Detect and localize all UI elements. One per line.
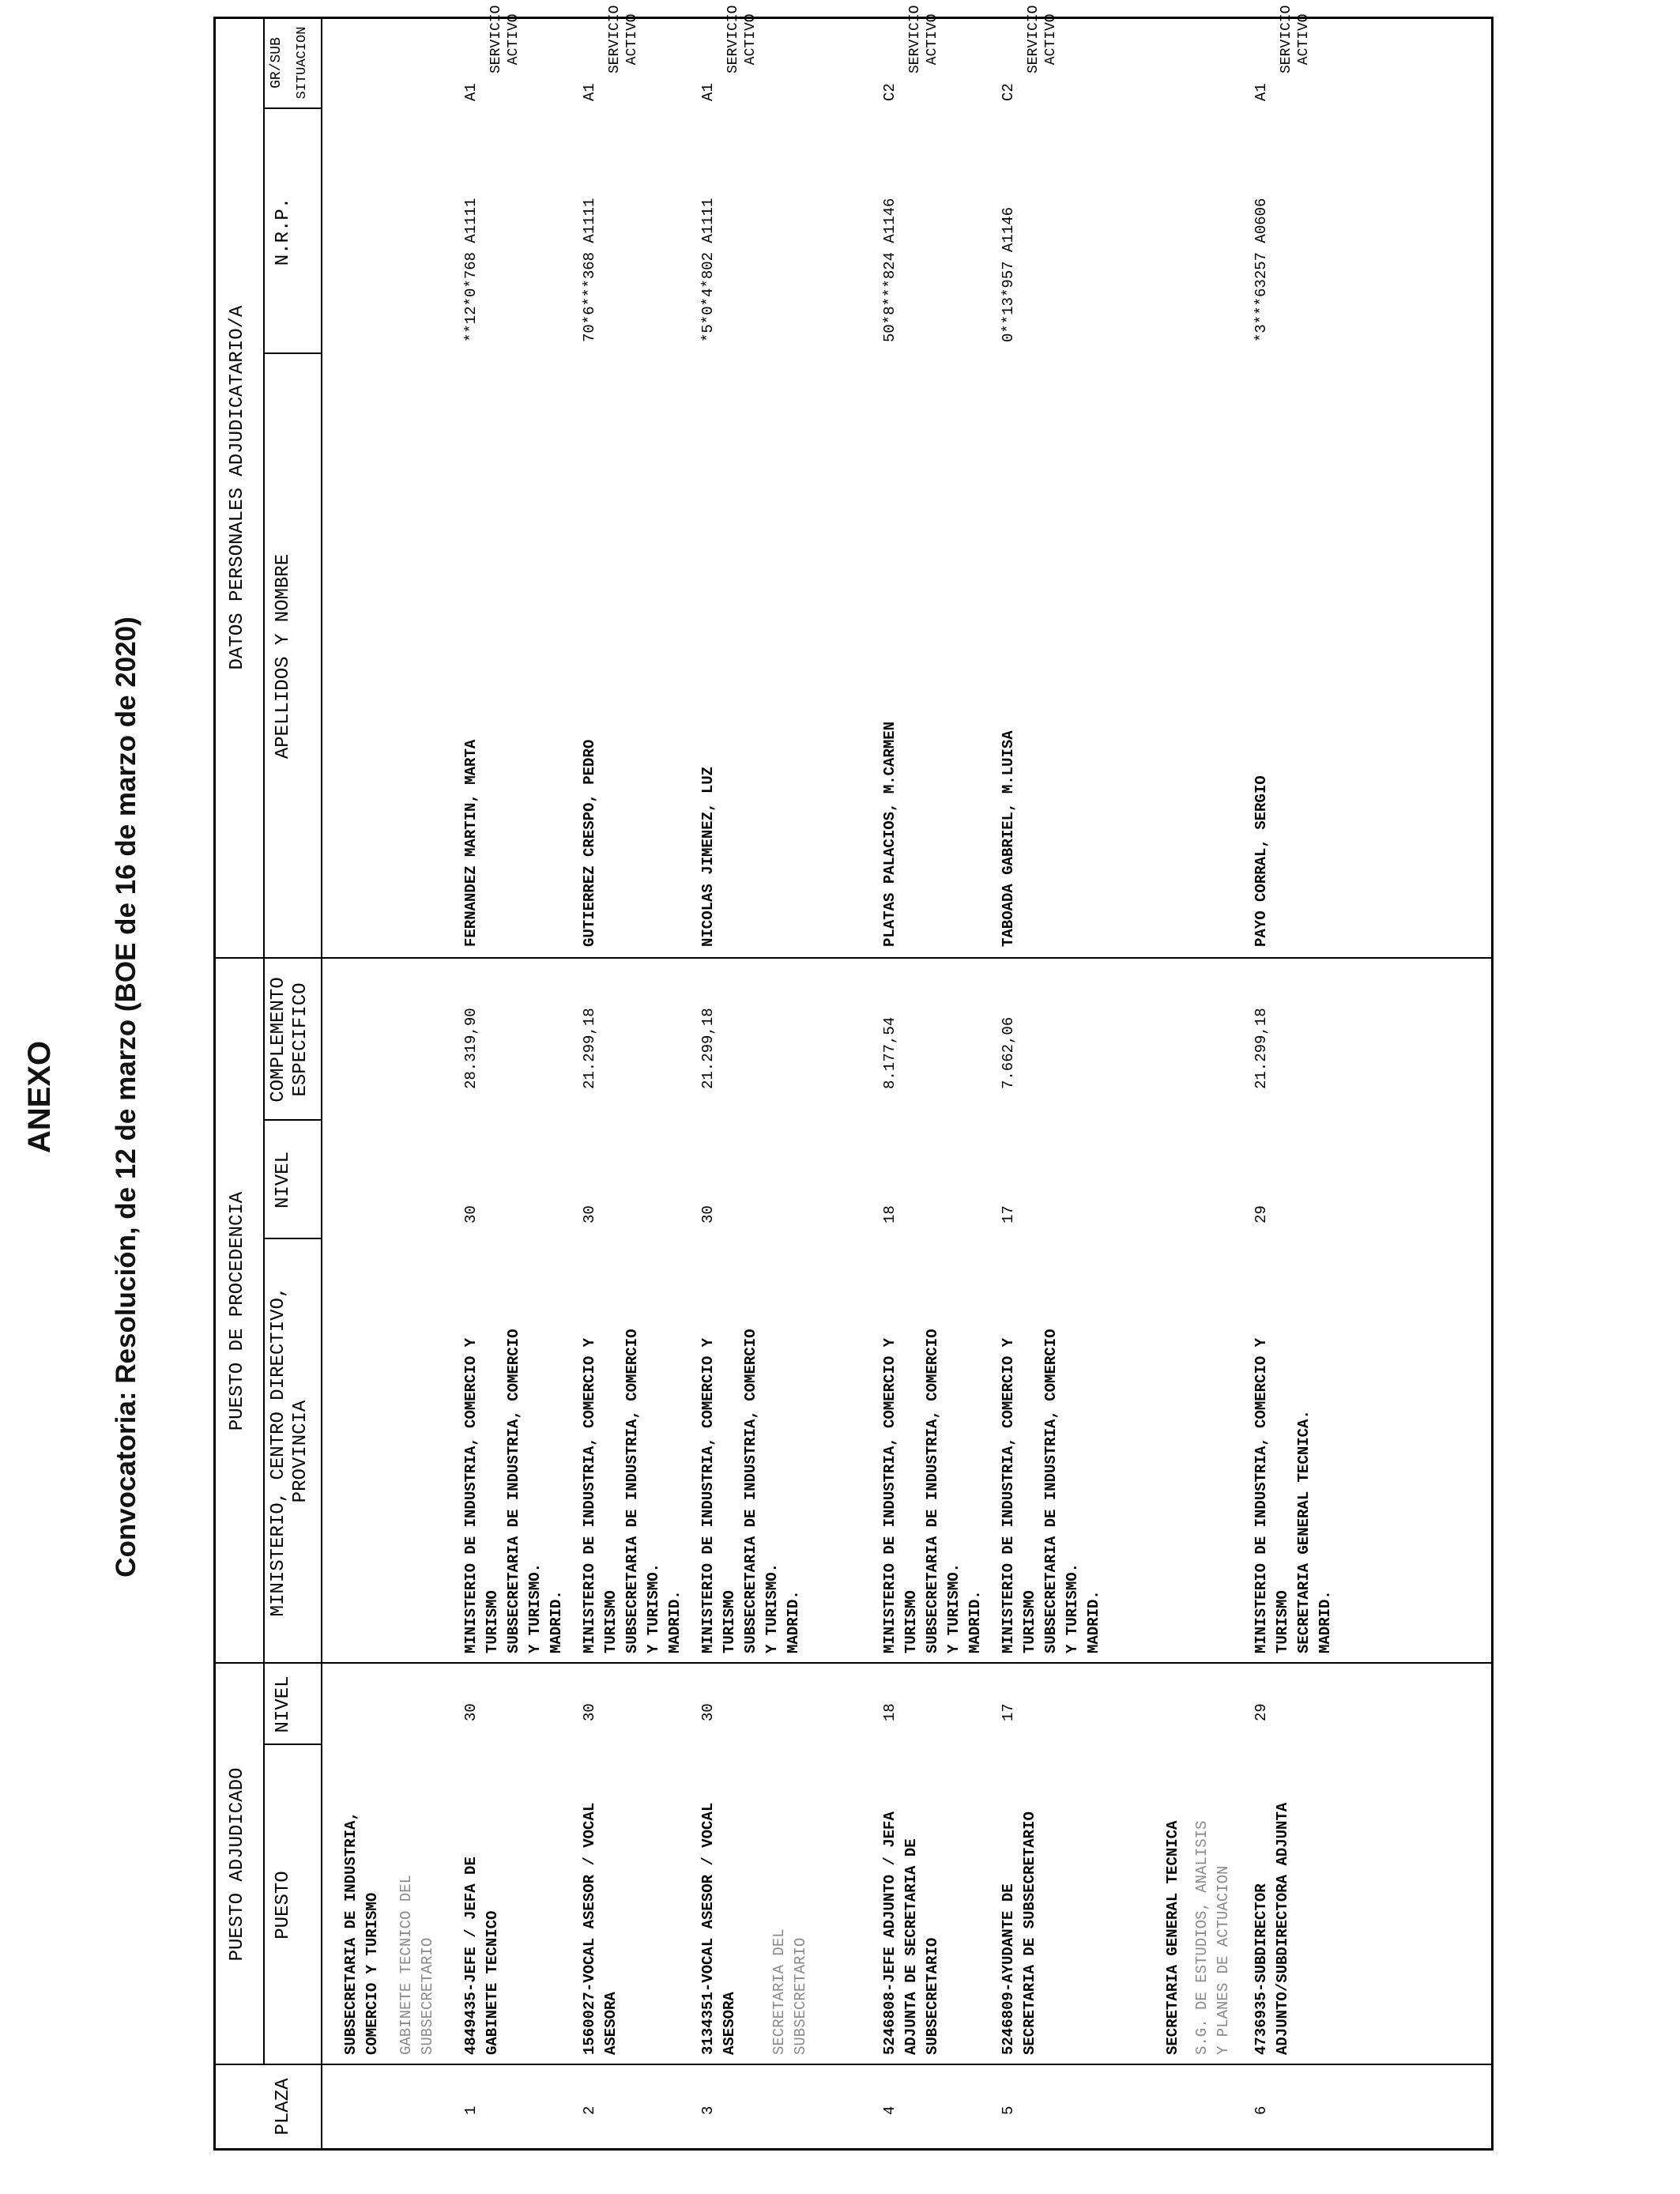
- column-header-complemento: COMPLEMENTO ESPECIFICO: [268, 977, 311, 1103]
- cell-plaza: 4: [881, 2105, 898, 2115]
- cell-nivel-proc: 30: [462, 1205, 480, 1223]
- cell-grsub: C2: [881, 83, 898, 101]
- cell-puesto: 3134351-VOCAL ASESOR / VOCAL ASESORA: [699, 1802, 738, 2055]
- cell-situacion: SERVICIO ACTIVO: [488, 5, 522, 74]
- group-header-puesto-procedencia: PUESTO DE PROCEDENCIA: [227, 1191, 248, 1431]
- cell-ministerio: MINISTERIO DE INDUSTRIA, COMERCIO Y TURISMO SUBSECRETARIA DE INDUSTRIA, COMERCIO Y TURISMO. MADRID.: [462, 1329, 565, 1653]
- cell-plaza: 6: [1252, 2105, 1270, 2115]
- cell-nivel-proc: 17: [1000, 1205, 1017, 1223]
- cell-plaza: 1: [462, 2105, 480, 2115]
- cell-situacion: SERVICIO ACTIVO: [607, 5, 640, 74]
- header-divider: [321, 17, 322, 2148]
- cell-complemento: 21.299,18: [581, 1008, 598, 1089]
- cell-nivel: 17: [1000, 1703, 1017, 1721]
- cell-apellidos: TABOADA GABRIEL, M.LUISA: [1000, 730, 1017, 947]
- cell-nrp: *5*0*4*802 A1111: [699, 198, 717, 342]
- cell-situacion: SERVICIO ACTIVO: [907, 5, 940, 74]
- column-header-nivel-procedencia: NIVEL: [273, 1152, 294, 1209]
- column-header-situacion: SITUACION: [295, 26, 310, 100]
- cell-puesto: 4736935-SUBDIRECTOR ADJUNTO/SUBDIRECTORA ADJUNTA: [1252, 1802, 1291, 2055]
- cell-nivel-proc: 30: [699, 1205, 717, 1223]
- section-label: SECRETARIA GENERAL TECNICA: [1164, 1820, 1181, 2055]
- cell-puesto: 1560027-VOCAL ASESOR / VOCAL ASESORA: [581, 1802, 620, 2055]
- cell-apellidos: GUTIERREZ CRESPO, PEDRO: [581, 739, 598, 947]
- section-label: GABINETE TECNICO DEL SUBSECRETARIO: [397, 1874, 436, 2055]
- cell-nrp: **12*0*768 A1111: [462, 198, 480, 342]
- section-label: S.G. DE ESTUDIOS, ANALISIS Y PLANES DE ACTUACION: [1193, 1820, 1232, 2055]
- cell-nivel: 29: [1252, 1703, 1270, 1721]
- header-divider: [263, 17, 265, 2065]
- cell-grsub: A1: [581, 83, 598, 101]
- cell-nivel-proc: 18: [881, 1205, 898, 1223]
- column-header-grsub: GR/SUB: [269, 37, 284, 89]
- cell-complemento: 21.299,18: [699, 1008, 717, 1089]
- cell-apellidos: NICOLAS JIMENEZ, LUZ: [699, 766, 717, 947]
- document-heading: ANEXO: [22, 1040, 57, 1154]
- cell-complemento: 7.662,06: [1000, 1016, 1017, 1089]
- cell-grsub: C2: [1000, 83, 1017, 101]
- cell-plaza: 3: [699, 2105, 717, 2115]
- cell-puesto: 5246809-AYUDANTE DE SECRETARIA DE SUBSECRETARIO: [1000, 1811, 1038, 2055]
- cell-apellidos: PAYO CORRAL, SERGIO: [1252, 775, 1270, 947]
- column-header-apellidos: APELLIDOS Y NOMBRE: [273, 553, 294, 760]
- group-header-puesto-adjudicado: PUESTO ADJUDICADO: [227, 1767, 248, 1962]
- column-header-plaza: PLAZA: [273, 2078, 294, 2136]
- cell-plaza: 2: [581, 2105, 598, 2115]
- column-divider: [216, 957, 1491, 959]
- column-header-puesto: PUESTO: [273, 1871, 294, 1940]
- cell-nivel: 30: [462, 1703, 480, 1721]
- cell-puesto: 5246808-JEFE ADJUNTO / JEFA ADJUNTA DE SECRETARIA DE SUBSECRETARIO: [881, 1811, 941, 2055]
- cell-apellidos: PLATAS PALACIOS, M.CARMEN: [881, 721, 898, 947]
- cell-puesto: 4849435-JEFE / JEFA DE GABINETE TECNICO: [462, 1857, 501, 2055]
- cell-nivel: 18: [881, 1703, 898, 1721]
- column-divider: [216, 2064, 1491, 2065]
- cell-ministerio: MINISTERIO DE INDUSTRIA, COMERCIO Y TURISMO SUBSECRETARIA DE INDUSTRIA, COMERCIO Y TURISMO. MADRID.: [881, 1329, 984, 1653]
- cell-apellidos: FERNANDEZ MARTIN, MARTA: [462, 739, 480, 947]
- cell-nrp: 70*6***368 A1111: [581, 198, 598, 342]
- assignment-table: [213, 5, 1494, 2151]
- group-header-datos-personales: DATOS PERSONALES ADJUDICATARIO/A: [227, 305, 248, 670]
- column-header-ministerio: MINISTERIO, CENTRO DIRECTIVO, PROVINCIA: [268, 1286, 311, 1617]
- cell-grsub: A1: [462, 83, 480, 101]
- document-subheading: Convocatoria: Resolución, de 12 de marzo (BOE de 16 de marzo de 2020): [111, 616, 141, 1578]
- cell-grsub: A1: [1252, 83, 1270, 101]
- cell-nrp: 0**13*957 A1146: [1000, 206, 1017, 342]
- cell-nrp: 50*8***824 A1146: [881, 198, 898, 342]
- cell-plaza: 5: [1000, 2105, 1017, 2115]
- cell-ministerio: MINISTERIO DE INDUSTRIA, COMERCIO Y TURISMO SUBSECRETARIA DE INDUSTRIA, COMERCIO Y TURISMO. MADRID.: [581, 1329, 684, 1653]
- cell-grsub: A1: [699, 83, 717, 101]
- cell-situacion: SERVICIO ACTIVO: [1279, 5, 1312, 74]
- cell-nrp: *3***63257 A0606: [1252, 198, 1270, 342]
- column-divider: [216, 1662, 1491, 1664]
- cell-nivel-proc: 29: [1252, 1205, 1270, 1223]
- cell-situacion: SERVICIO ACTIVO: [725, 5, 759, 74]
- cell-ministerio: MINISTERIO DE INDUSTRIA, COMERCIO Y TURISMO SECRETARIA GENERAL TECNICA. MADRID.: [1252, 1337, 1334, 1653]
- cell-ministerio: MINISTERIO DE INDUSTRIA, COMERCIO Y TURISMO SUBSECRETARIA DE INDUSTRIA, COMERCIO Y TURISMO. MADRID.: [1000, 1329, 1102, 1653]
- cell-complemento: 8.177,54: [881, 1016, 898, 1089]
- column-header-nivel: NIVEL: [273, 1676, 294, 1733]
- section-label: SUBSECRETARIA DE INDUSTRIA, COMERCIO Y TURISMO: [342, 1811, 381, 2055]
- column-header-nrp: N.R.P.: [273, 197, 294, 266]
- cell-nivel: 30: [581, 1703, 598, 1721]
- cell-ministerio: MINISTERIO DE INDUSTRIA, COMERCIO Y TURISMO SUBSECRETARIA DE INDUSTRIA, COMERCIO Y TURISMO. MADRID.: [699, 1329, 802, 1653]
- section-label: SECRETARIA DEL SUBSECRETARIO: [770, 1928, 809, 2055]
- cell-complemento: 28.319,90: [462, 1008, 480, 1089]
- cell-nivel: 30: [699, 1703, 717, 1721]
- cell-complemento: 21.299,18: [1252, 1008, 1270, 1089]
- cell-situacion: SERVICIO ACTIVO: [1026, 5, 1059, 74]
- cell-nivel-proc: 30: [581, 1205, 598, 1223]
